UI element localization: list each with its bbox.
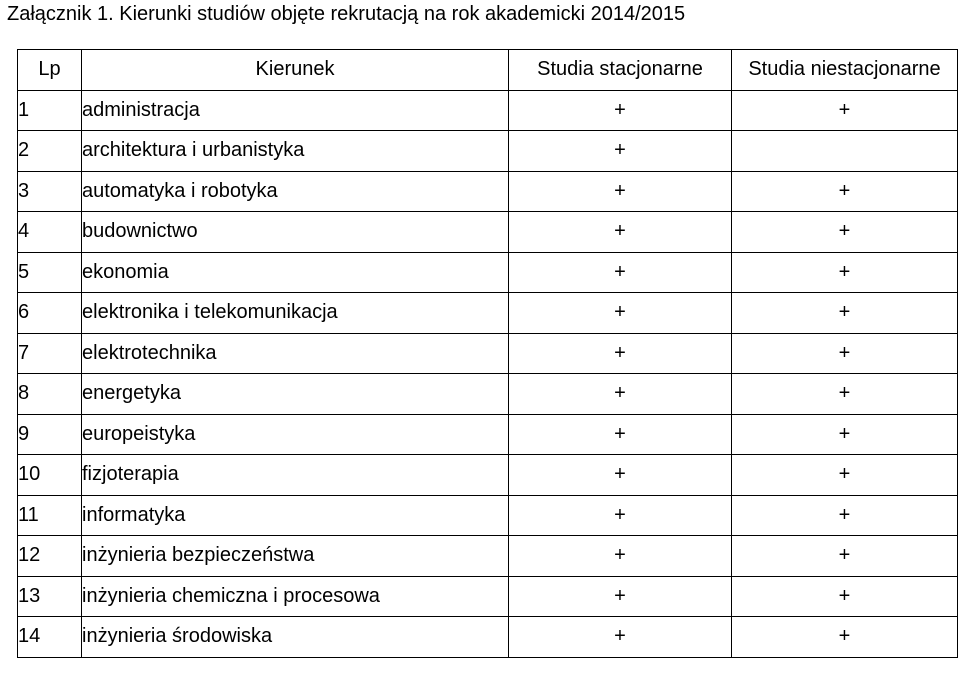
header-stacjonarne: Studia stacjonarne: [509, 50, 732, 91]
cell-lp: 8: [18, 374, 82, 415]
table-row: [18, 536, 958, 577]
table-row: [18, 90, 958, 131]
cell-niestacjonarne: +: [732, 495, 958, 536]
cell-kierunek: architektura i urbanistyka: [82, 131, 509, 172]
table-row: [18, 212, 958, 253]
cell-kierunek: elektronika i telekomunikacja: [82, 293, 509, 334]
cell-lp: 13: [18, 576, 82, 617]
cell-stacjonarne: +: [509, 252, 732, 293]
cell-lp: 4: [18, 212, 82, 253]
cell-lp: 9: [18, 414, 82, 455]
cell-kierunek: elektrotechnika: [82, 333, 509, 374]
cell-kierunek: ekonomia: [82, 252, 509, 293]
cell-niestacjonarne: +: [732, 212, 958, 253]
cell-kierunek: automatyka i robotyka: [82, 171, 509, 212]
cell-kierunek: europeistyka: [82, 414, 509, 455]
cell-stacjonarne: +: [509, 414, 732, 455]
cell-lp: 5: [18, 252, 82, 293]
table-row: [18, 333, 958, 374]
cell-kierunek: administracja: [82, 90, 509, 131]
cell-stacjonarne: +: [509, 293, 732, 334]
cell-niestacjonarne: +: [732, 171, 958, 212]
cell-niestacjonarne: +: [732, 536, 958, 577]
table-row: [18, 252, 958, 293]
cell-stacjonarne: +: [509, 495, 732, 536]
header-kierunek: Kierunek: [82, 50, 509, 91]
cell-niestacjonarne: +: [732, 617, 958, 658]
cell-lp: 14: [18, 617, 82, 658]
cell-niestacjonarne: +: [732, 333, 958, 374]
cell-lp: 3: [18, 171, 82, 212]
cell-niestacjonarne: +: [732, 252, 958, 293]
cell-kierunek: inżynieria chemiczna i procesowa: [82, 576, 509, 617]
cell-kierunek: inżynieria środowiska: [82, 617, 509, 658]
cell-stacjonarne: +: [509, 171, 732, 212]
cell-stacjonarne: +: [509, 333, 732, 374]
cell-niestacjonarne: +: [732, 374, 958, 415]
programs-table: [17, 49, 958, 658]
table-row: [18, 171, 958, 212]
cell-stacjonarne: +: [509, 455, 732, 496]
cell-kierunek: inżynieria bezpieczeństwa: [82, 536, 509, 577]
cell-lp: 6: [18, 293, 82, 334]
table-row: [18, 131, 958, 172]
header-niestacjonarne: Studia niestacjonarne: [732, 50, 958, 91]
cell-niestacjonarne: +: [732, 576, 958, 617]
document-caption: Załącznik 1. Kierunki studiów objęte rekrutacją na rok akademicki 2014/2015: [7, 3, 686, 25]
cell-lp: 12: [18, 536, 82, 577]
cell-niestacjonarne: +: [732, 90, 958, 131]
cell-niestacjonarne: +: [732, 293, 958, 334]
header-lp: Lp: [18, 50, 82, 91]
cell-stacjonarne: +: [509, 212, 732, 253]
cell-stacjonarne: +: [509, 374, 732, 415]
cell-stacjonarne: +: [509, 617, 732, 658]
table-row: [18, 455, 958, 496]
table-row: [18, 374, 958, 415]
table-row: [18, 576, 958, 617]
cell-kierunek: informatyka: [82, 495, 509, 536]
cell-kierunek: energetyka: [82, 374, 509, 415]
cell-stacjonarne: +: [509, 536, 732, 577]
table-header-row: [18, 50, 958, 91]
cell-lp: 1: [18, 90, 82, 131]
table-row: [18, 414, 958, 455]
cell-niestacjonarne: +: [732, 455, 958, 496]
table-row: [18, 495, 958, 536]
cell-niestacjonarne: +: [732, 414, 958, 455]
cell-stacjonarne: +: [509, 90, 732, 131]
cell-lp: 7: [18, 333, 82, 374]
table-row: [18, 617, 958, 658]
table-body: [18, 90, 958, 657]
cell-lp: 10: [18, 455, 82, 496]
cell-lp: 2: [18, 131, 82, 172]
cell-kierunek: fizjoterapia: [82, 455, 509, 496]
cell-stacjonarne: +: [509, 576, 732, 617]
cell-kierunek: budownictwo: [82, 212, 509, 253]
cell-niestacjonarne: [732, 131, 958, 172]
table-row: [18, 293, 958, 334]
cell-stacjonarne: +: [509, 131, 732, 172]
cell-lp: 11: [18, 495, 82, 536]
